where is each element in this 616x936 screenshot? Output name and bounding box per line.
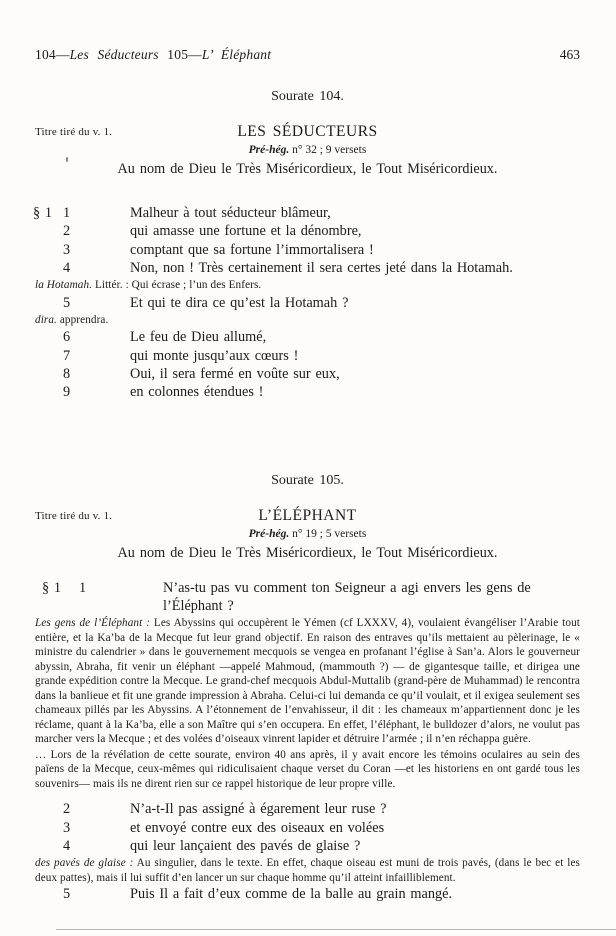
sourate-105-section xyxy=(35,472,580,904)
verse-number: 4 xyxy=(63,837,71,854)
verse-number: 4 xyxy=(63,259,71,276)
verse-number: 2 xyxy=(63,801,71,818)
verse-text: Malheur à tout séducteur blâmeur, xyxy=(130,205,331,221)
commentary-note xyxy=(35,748,580,792)
verse-line xyxy=(35,259,580,277)
note-text: apprendra. xyxy=(56,313,109,326)
scan-speck xyxy=(66,157,68,162)
verse-text: Le feu de Dieu allumé, xyxy=(130,329,267,346)
verse-text: comptant que sa fortune l’immortalisera ! xyxy=(130,241,374,258)
verse-line xyxy=(35,800,580,818)
commentary-note xyxy=(35,277,580,294)
verse-line xyxy=(35,347,580,365)
paragraph-mark: § 1 xyxy=(33,205,53,221)
verse-text: et envoyé contre eux des oiseaux en volées xyxy=(130,819,385,836)
commentary-note xyxy=(35,856,580,885)
basmala: Au nom de Dieu le Très Miséricordieux, le Tout Miséricordieux. xyxy=(117,544,498,561)
verse-number: 6 xyxy=(63,329,71,346)
verse-number: 2 xyxy=(63,223,71,240)
running-header xyxy=(35,46,580,63)
verse-line xyxy=(35,328,580,346)
verse-line xyxy=(35,837,580,855)
verse-line xyxy=(35,294,580,312)
verse-text: Non, non ! Très certainement il sera certes jeté dans la Hotamah. xyxy=(130,259,513,276)
sourate-subtitle xyxy=(35,143,580,158)
verse-text: Oui, il sera fermé en voûte sur eux, xyxy=(130,366,340,383)
verse-number: 5 xyxy=(63,886,71,903)
verse-number: 1 xyxy=(63,205,71,221)
note-text: Les Abyssins qui occupèrent le Yémen (cf LXXXV, 4), voulaient évangéliser l’Arabie tout entière, et la Ka’ba de la Mecque fut leur grand objectif. En raison des entraves qu’ils mettaient au pèlerinage, le « ministre du calendrier » dans le gouvernement mecquois se vengea en profanant l’église à San’a. Alors le gouverneur abyssin, Abraha, fit venir un éléphant —appelé Mahmoud, (mammouth ?) — de gigantesque taille, et dirigea une grande expédition contre la Mecque. Le grand-chef mecquois Abdul-Muttalib (grand-père de Muhammad) le rencontra dans la banlieue et fit une grande impression à Abraha. Celui-ci lui demanda ce qu’il voulait, et il exigea seulement ses chameaux pillés par les Abyssins. A l’étonnement de l’envahisseur, il dit : les chameaux m’appartiennent donc je les réclame, quant à la Ka’ba, elle a son Maître qui s’en occupera. En effet, l’éléphant, le bulldozer d’alors, ne voulut pas marcher vers la Mecque ; et des volées d’oiseaux vinrent lapider et détruire l’armée ; il n’en réchappa guère. xyxy=(35,617,580,746)
verse-text: qui monte jusqu’aux cœurs ! xyxy=(130,347,299,364)
verse-text: Et qui te dira ce qu’est la Hotamah ? xyxy=(130,294,349,311)
note-text: … Lors de la révélation de cette sourate, environ 40 ans après, il y avait encore les témoins oculaires au sein des païens de la Mecque, ceux-mêmes qui ridiculisaient chaque verset du Coran —et les historiens en ont gardé tous les souvenirs— mais ils ne dirent rien sur ce rappel historique de leur propre ville. xyxy=(35,748,580,790)
verse-line xyxy=(35,365,580,383)
margin-title-note: Titre tiré du v. 1. xyxy=(35,126,113,138)
title-row xyxy=(35,122,580,142)
paragraph-mark: § 1 xyxy=(42,579,62,596)
subtitle-verse-count: n° 19 ; 5 versets xyxy=(289,527,367,540)
verse-line xyxy=(35,819,580,837)
verse-text: qui leur lançaient des pavés de glaise ? xyxy=(130,837,361,854)
running-header-titles xyxy=(35,46,271,63)
verses-block xyxy=(35,204,580,402)
verse-number: 9 xyxy=(63,384,71,401)
header-segment: 104— xyxy=(35,47,70,62)
basmala: Au nom de Dieu le Très Miséricordieux, le Tout Miséricordieux. xyxy=(117,161,498,177)
verse-number: 3 xyxy=(63,241,71,258)
verse-text: Puis Il a fait d’eux comme de la balle au grain mangé. xyxy=(130,886,453,903)
subtitle-verse-count: n° 32 ; 9 versets xyxy=(289,144,367,156)
title-row xyxy=(35,506,580,526)
subtitle-era: Pré-hég. xyxy=(248,144,290,156)
commentary-note xyxy=(35,616,580,747)
margin-title-note: Titre tiré du v. 1. xyxy=(35,509,113,522)
verse-number: 8 xyxy=(63,366,71,383)
verse-number: 5 xyxy=(63,294,71,311)
note-text: Au singulier, dans le texte. En effet, chaque oiseau est muni de trois pavés, (dans le bec et les deux pattes), mais il lui suffit d’en lancer un sur chaque homme qu’il atteint infailliblement. xyxy=(35,857,581,884)
sourate-subtitle xyxy=(35,527,580,542)
verse-text: N’as-tu pas vu comment ton Seigneur a agi envers les gens de l’Éléphant ? xyxy=(163,579,531,614)
sourate-title: L’ÉLÉPHANT xyxy=(258,506,357,524)
verse-text: en colonnes étendues ! xyxy=(130,384,264,401)
note-text: Littér. : Qui écrase ; l’un des Enfers. xyxy=(92,279,262,292)
sourate-104-section xyxy=(35,88,580,402)
note-lead: Les gens de l’Éléphant : xyxy=(35,617,151,630)
header-segment: 105— xyxy=(158,47,202,62)
verse-line xyxy=(35,204,580,222)
verse-text: N’a-t-Il pas assigné à égarement leur ruse ? xyxy=(130,801,387,818)
verse-number: 7 xyxy=(63,347,71,364)
note-lead: la Hotamah. xyxy=(35,279,93,292)
verse-text: qui amasse une fortune et la dénombre, xyxy=(130,223,362,240)
verse-line xyxy=(35,885,580,903)
subtitle-era: Pré-hég. xyxy=(248,527,290,540)
verse-number: 1 xyxy=(79,579,87,596)
verse-line xyxy=(35,241,580,259)
sourate-heading: Sourate 104. xyxy=(271,89,344,104)
verse-line xyxy=(35,222,580,240)
page-number: 463 xyxy=(559,47,580,62)
sourate-title: LES SÉDUCTEURS xyxy=(237,123,378,140)
verses-block xyxy=(35,579,580,904)
verse-line xyxy=(35,383,580,401)
header-segment: Les Séducteurs xyxy=(69,47,159,62)
scan-artifact-line xyxy=(56,929,616,930)
commentary-note xyxy=(35,312,580,329)
note-lead: dira. xyxy=(35,313,57,326)
sourate-heading: Sourate 105. xyxy=(271,472,344,488)
header-segment: L’ Éléphant xyxy=(201,47,272,62)
verse-line xyxy=(35,579,580,616)
verse-number: 3 xyxy=(63,819,71,836)
note-lead: des pavés de glaise : xyxy=(35,857,134,870)
